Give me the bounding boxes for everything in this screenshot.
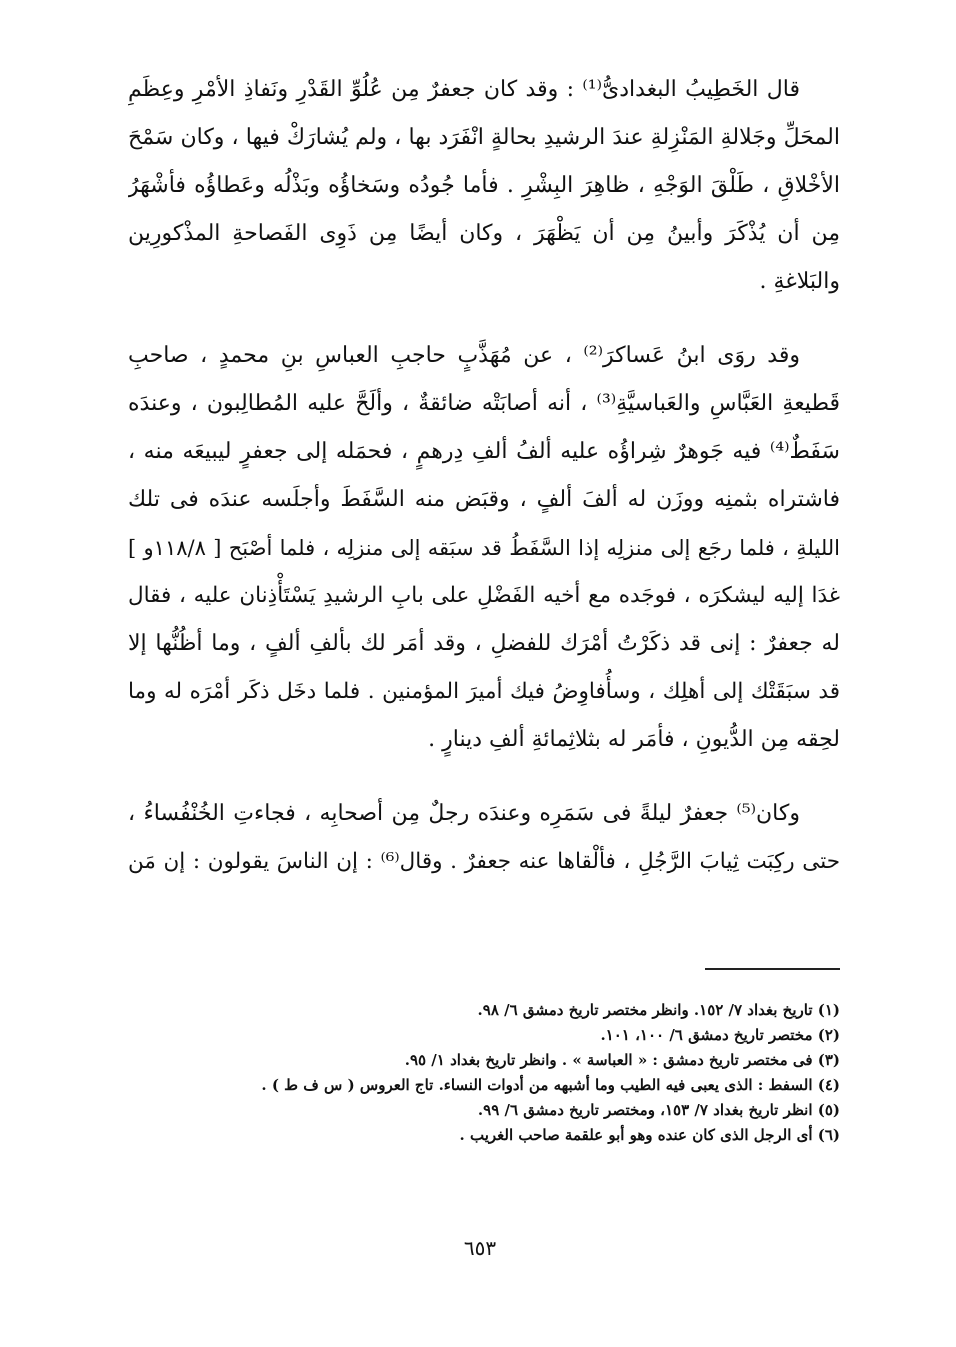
footnote-5: (٥) انظر تاريخ بغداد ٧/ ١٥٣، ومختصر تاريخ دمشق ٦/ ٩٩. <box>477 1101 840 1119</box>
text-line: الأخْلاقِ ، طَلْقَ الوَجْهِ ، ظاهِرَ البِشْرِ . فأما جُودُه وسَخاؤُه وبَذْلُه وعَطاؤُه فأشْهَرُ <box>128 173 840 198</box>
text-line: المحَلِّ وجَلالةِ المَنْزِلةِ عندَ الرشيدِ بحالةٍ انْفَرَد بها ، ولم يُشارَكْ فيها ، وكان سَمْحَ <box>128 125 840 150</box>
text-line: قَطيعةِ العَبَّاسِ والعَباسيَّةِ⁽³⁾ ، أنه أصابَتْه ضائقةٌ ، وألَحَّ عليه المُطالِبون ، وعندَه <box>128 391 840 416</box>
paragraph <box>128 332 840 764</box>
footnote-2: (٢) مختصر تاريخ دمشق ٦/ ١٠٠، ١٠١. <box>600 1026 840 1044</box>
text-line: حتى ركِبَت ثِيابَ الرَّجُلِ ، فألْقاها عنه جعفرٌ . وقال⁽⁶⁾ : إن الناسَ يقولون : إن مَن <box>128 849 840 874</box>
footnote-4: (٤) السفط : الذى يعبى فيه الطيب وما أشبهه من أدوات النساء. تاج العروس ( س ف ط ) . <box>261 1076 840 1094</box>
footnote-6: (٦) أى الرجل الذى كان عنده وهو أبو علقمة صاحب الغريب . <box>459 1126 840 1144</box>
text-line: قال الخَطِيبُ البغدادىُّ⁽¹⁾ : وقد كان جعفرٌ مِن عُلُوِّ القَدْرِ ونَفاذِ الأمْرِ وعِظَمِ <box>128 77 800 102</box>
paragraph <box>128 66 840 306</box>
text-line: مِن أن يُذْكَرَ وأبينُ مِن أن يَظْهَرَ ، وكان أيضًا مِن ذَوِى الفَصاحةِ المذْكورِين <box>128 221 840 246</box>
text-line: وقد روَى ابنُ عَساكرَ⁽²⁾ ، عن مُهَذَّبٍ حاجبِ العباسِ بنِ محمدٍ ، صاحبِ <box>128 343 800 368</box>
text-line: غدَا إليه ليشكرَه ، فوجَده مع أخيه الفَضْلِ على بابِ الرشيدِ يَسْتَأْذِنان عليه ، فقال <box>128 583 840 608</box>
page-number: ٦٥٣ <box>463 1236 497 1260</box>
text-line: له جعفرٌ : إنى قد ذكَرْتُ أمْرَك للفضلِ ، وقد أمَر لك بألفِ ألفٍ ، وما أظُنُّها إلا <box>128 631 840 656</box>
text-line: سَفَطٌ⁽⁴⁾ فيه جَوهرٌ شِراؤُه عليه ألفُ ألفِ دِرهمٍ ، فحمَله إلى جعفرٍ ليبيعَه منه ، <box>128 439 840 464</box>
paragraph-gap <box>128 306 840 332</box>
text-line: لحِقه مِن الدُّيونِ ، فأمَر له بثلاثِمائةِ ألفِ دينارٍ . <box>428 727 840 752</box>
text-line: وكان⁽⁵⁾ جعفرٌ ليلةً فى سَمَرِه وعندَه رجلٌ مِن أصحابِه ، فجاءتِ الخُنْفُساءُ ، <box>128 801 800 826</box>
footnotes <box>150 998 840 1148</box>
main-text <box>128 66 840 886</box>
text-line: الليلةِ ، فلما رجَع إلى منزلِه إذا السَّفَطُ قد سبَقه إلى منزلِه ، فلما أصْبَح [ ١١٨/٨و ] <box>128 536 840 560</box>
paragraph <box>128 790 840 886</box>
footnote-separator <box>705 968 840 970</box>
text-line: قد سبَقَتْك إلى أهلِك ، وسأُفاوِضُ فيك أميرَ المؤمنين . فلما دخَل ذكَر أمْرَه له وما <box>128 679 840 704</box>
text-line: والبَلاغةِ . <box>759 269 840 294</box>
paragraph-gap <box>128 764 840 790</box>
footnote-3: (٣) فى مختصر تاريخ دمشق : « العباسة » . وانظر تاريخ بغداد ١/ ٩٥. <box>404 1051 840 1069</box>
text-line: فاشتراه بثمنِه ووزَن له ألفَ ألفٍ ، وقبَض منه السَّفَطَ وأجلَسه عندَه فى تلك <box>128 487 840 512</box>
footnote-1: (١) تاريخ بغداد ٧/ ١٥٢. وانظر مختصر تاريخ دمشق ٦/ ٩٨. <box>477 1001 840 1019</box>
